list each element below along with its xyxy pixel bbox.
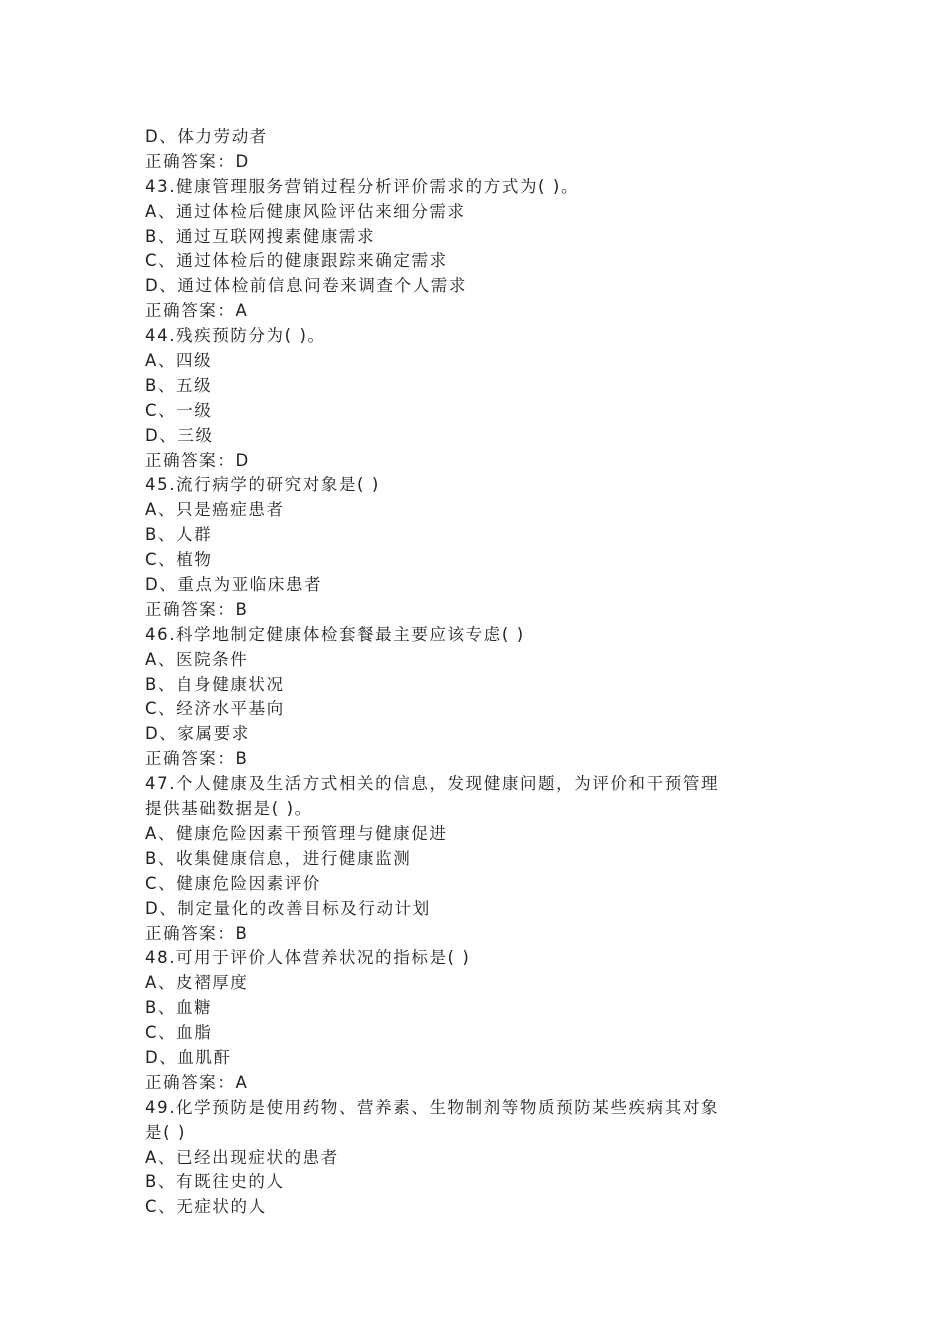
option-line: B、有既往史的人 [145,1172,285,1192]
question-line: 43.健康管理服务营销过程分析评价需求的方式为( )。 [145,176,580,196]
option-line: D、体力劳动者 [145,127,268,146]
option-line: B、人群 [145,525,213,545]
option-line: C、植物 [145,550,213,570]
option-line: A、只是癌症患者 [145,500,285,520]
question-line: 49.化学预防是使用药物、营养素、生物制剂等物质预防某些疾病其对象 [145,1097,720,1117]
answer-line: 正确答案：B [145,923,249,943]
option-line: C、血脂 [145,1023,213,1043]
question-line: 45.流行病学的研究对象是( ) [145,475,380,495]
option-line: D、重点为亚临床患者 [145,575,323,595]
option-line: A、皮褶厚度 [145,973,249,993]
option-line: D、制定量化的改善目标及行动计划 [145,898,431,918]
question-line: 47.个人健康及生活方式相关的信息，发现健康问题，为评价和干预管理 [145,774,720,794]
question-line: 44.残疾预防分为( )。 [145,326,326,346]
option-line: B、自身健康状况 [145,674,285,694]
question-line: 48.可用于评价人体营养状况的指标是( ) [145,948,471,968]
option-line: A、已经出现症状的患者 [145,1147,339,1167]
option-line: B、血糖 [145,998,213,1018]
answer-line: 正确答案：B [145,599,249,619]
option-line: B、收集健康信息，进行健康监测 [145,848,412,868]
answer-line: 正确答案：B [145,749,249,769]
option-line: D、三级 [145,425,214,445]
option-line: C、无症状的人 [145,1197,267,1217]
document-body [145,125,765,1220]
option-line: C、健康危险因素评价 [145,873,322,893]
answer-line: 正确答案：D [145,450,250,470]
option-line: A、通过体检后健康风险评估来细分需求 [145,201,466,221]
option-line: C、通过体检后的健康跟踪来确定需求 [145,251,448,271]
option-line: A、四级 [145,351,213,371]
option-line: C、经济水平基向 [145,699,285,719]
option-line: D、家属要求 [145,724,250,744]
option-line: B、五级 [145,375,213,395]
option-line: D、通过体检前信息问卷来调查个人需求 [145,276,468,296]
option-line: D、血肌酐 [145,1047,232,1067]
question-line: 46.科学地制定健康体检套餐最主要应该专虑( ) [145,624,525,644]
answer-line: 正确答案：A [145,1072,249,1092]
option-line: A、医院条件 [145,649,249,669]
question-line-continued: 是( ) [145,1122,187,1142]
answer-line: 正确答案：A [145,301,249,321]
option-line: A、健康危险因素干预管理与健康促进 [145,823,448,843]
question-line-continued: 提供基础数据是( )。 [145,799,313,819]
answer-line: 正确答案：D [145,151,250,171]
option-line: B、通过互联网搜素健康需求 [145,226,376,246]
option-line: C、一级 [145,400,213,420]
